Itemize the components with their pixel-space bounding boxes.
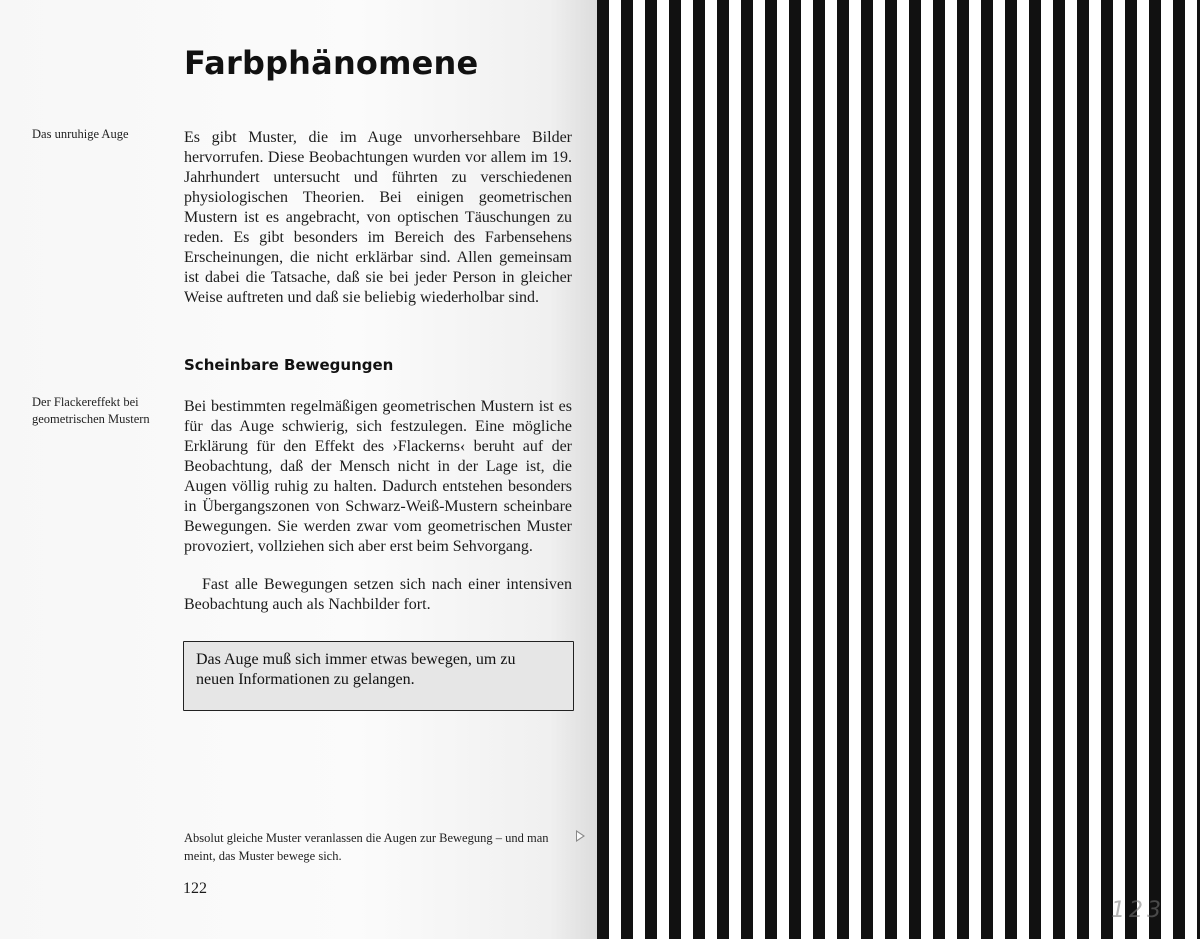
section-heading: Scheinbare Bewegungen — [184, 356, 394, 374]
right-page — [597, 0, 1200, 939]
highlight-line-1: Das Auge muß sich immer etwas bewegen, um zu — [196, 651, 516, 668]
intro-paragraph: Es gibt Muster, die im Auge unvorhersehbare Bilder hervorrufen. Diese Beobachtungen wurden vor allem im 19. Jahrhundert untersucht und führten zu verschiedenen physiologischen Theorien. Bei einigen geometrischen Mustern ist es angebracht, von optischen Täuschungen zu reden. Es gibt besonders im Bereich des Farbensehens Erscheinungen, die nicht erklärbar sind. Allen gemeinsam ist dabei die Tatsache, daß sie bei jeder Person in gleicher Weise auftreten und daß sie beliebig wiederholbar sind. — [184, 129, 572, 306]
caption-arrow-icon — [576, 830, 585, 842]
page-title: Farbphänomene — [184, 44, 479, 82]
margin-note-flicker-effect: Der Flackereffekt bei geometrischen Mustern — [32, 395, 150, 426]
stripe-pattern-figure — [597, 0, 1200, 939]
pencil-page-number: 123 — [1111, 898, 1165, 923]
highlight-line-2: neuen Informationen zu gelangen. — [196, 671, 415, 688]
margin-note-restless-eye: Das unruhige Auge — [32, 127, 129, 141]
figure-caption: Absolut gleiche Muster veranlassen die Augen zur Bewegung – und man meint, das Muster bewege sich. — [184, 831, 549, 863]
afterimage-paragraph: Fast alle Bewegungen setzen sich nach einer intensiven Beobachtung auch als Nachbilder fort. — [184, 576, 572, 613]
left-page — [0, 0, 597, 939]
highlight-box — [183, 641, 574, 711]
page-number-left: 122 — [183, 880, 207, 897]
flicker-paragraph: Bei bestimmten regelmäßigen geometrischen Mustern ist es für das Auge schwierig, sich festzulegen. Eine mögliche Erklärung für den Effekt des ›Flackerns‹ beruht auf der Beobachtung, daß der Mensch nicht in der Lage ist, die Augen völlig ruhig zu halten. Dadurch entstehen besonders in Übergangszonen von Schwarz-Weiß-Mustern scheinbare Bewegungen. Sie werden zwar vom geometrischen Muster provoziert, vollziehen sich aber erst beim Sehvorgang. — [184, 398, 572, 555]
